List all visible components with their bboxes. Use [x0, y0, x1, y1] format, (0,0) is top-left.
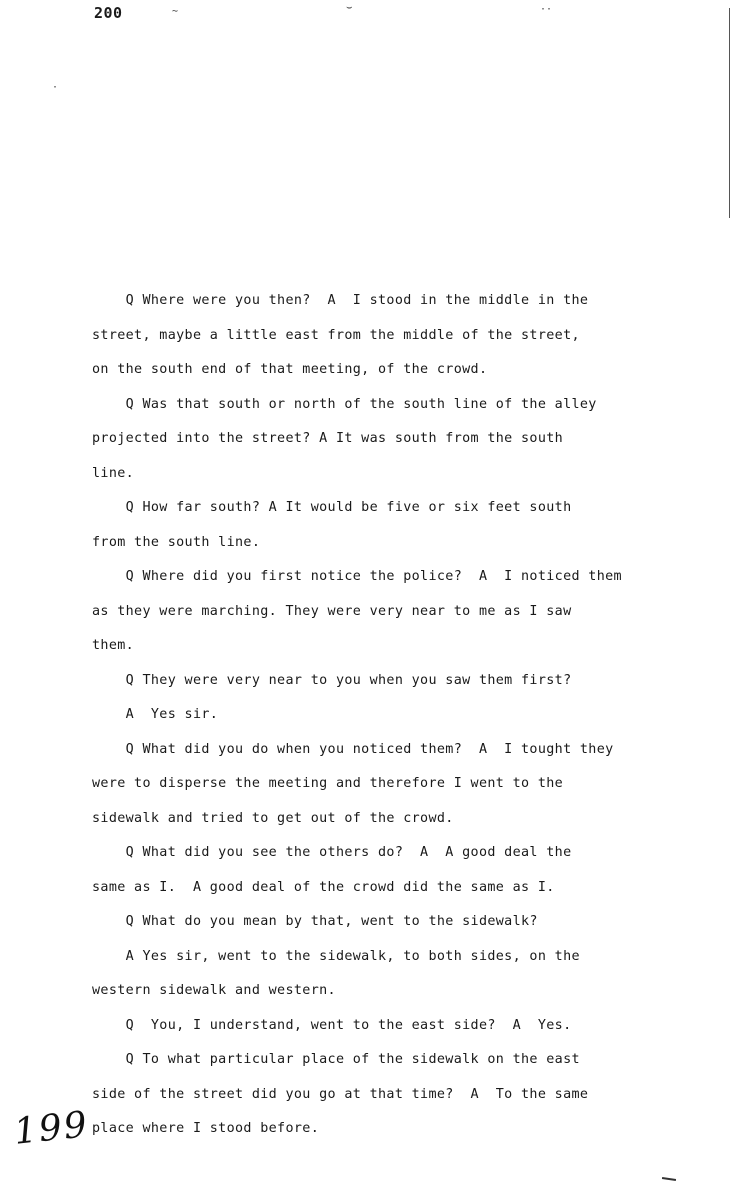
page-number: 200 [94, 4, 123, 22]
text-line: them. [92, 638, 135, 653]
text-line: western sidewalk and western. [92, 983, 336, 998]
text-line: as they were marching. They were very near to me as I saw [92, 603, 572, 619]
text-line: same as I. A good deal of the crowd did the same as I. [92, 879, 555, 895]
text-line: sidewalk and tried to get out of the crowd. [92, 810, 454, 826]
text-line: Q What did you do when you noticed them? A I tought they [92, 741, 614, 757]
text-line: Q How far south? A It would be five or six feet south [92, 500, 572, 515]
ink-speck: ∼ [172, 6, 179, 17]
text-line: Q Where did you first notice the police? A I noticed them [92, 569, 622, 584]
text-line: place where I stood before. [92, 1121, 320, 1136]
corner-ink-mark [662, 1177, 676, 1181]
text-line: Q What did you see the others do? A A good deal the [92, 845, 572, 860]
ink-speck: · [52, 82, 59, 93]
text-line: Q What do you mean by that, went to the sidewalk? [92, 914, 538, 929]
text-line: line. [92, 465, 135, 481]
testimony-text [92, 284, 692, 1147]
handwritten-page-number: 199 [12, 1104, 91, 1153]
text-line: street, maybe a little east from the middle of the street, [92, 327, 580, 343]
text-line: side of the street did you go at that time? A To the same [92, 1086, 589, 1102]
ink-speck: ·· [540, 4, 553, 15]
text-line: on the south end of that meeting, of the crowd. [92, 362, 488, 377]
text-line: Q Was that south or north of the south line of the alley [92, 396, 597, 412]
text-line: Q You, I understand, went to the east side? A Yes. [92, 1017, 572, 1033]
text-line: A Yes sir, went to the sidewalk, to both sides, on the [92, 948, 580, 964]
text-line: were to disperse the meeting and therefore I went to the [92, 776, 564, 791]
text-line: Q Where were you then? A I stood in the middle in the [92, 293, 589, 308]
text-line: A Yes sir. [92, 707, 219, 722]
ink-speck: ⌣ [346, 2, 353, 13]
page-edge-rule [729, 8, 730, 218]
text-line: Q To what particular place of the sidewalk on the east [92, 1052, 580, 1067]
text-line: projected into the street? A It was south from the south [92, 431, 564, 446]
text-line: from the south line. [92, 534, 261, 550]
text-line: Q They were very near to you when you saw them first? [92, 672, 572, 688]
